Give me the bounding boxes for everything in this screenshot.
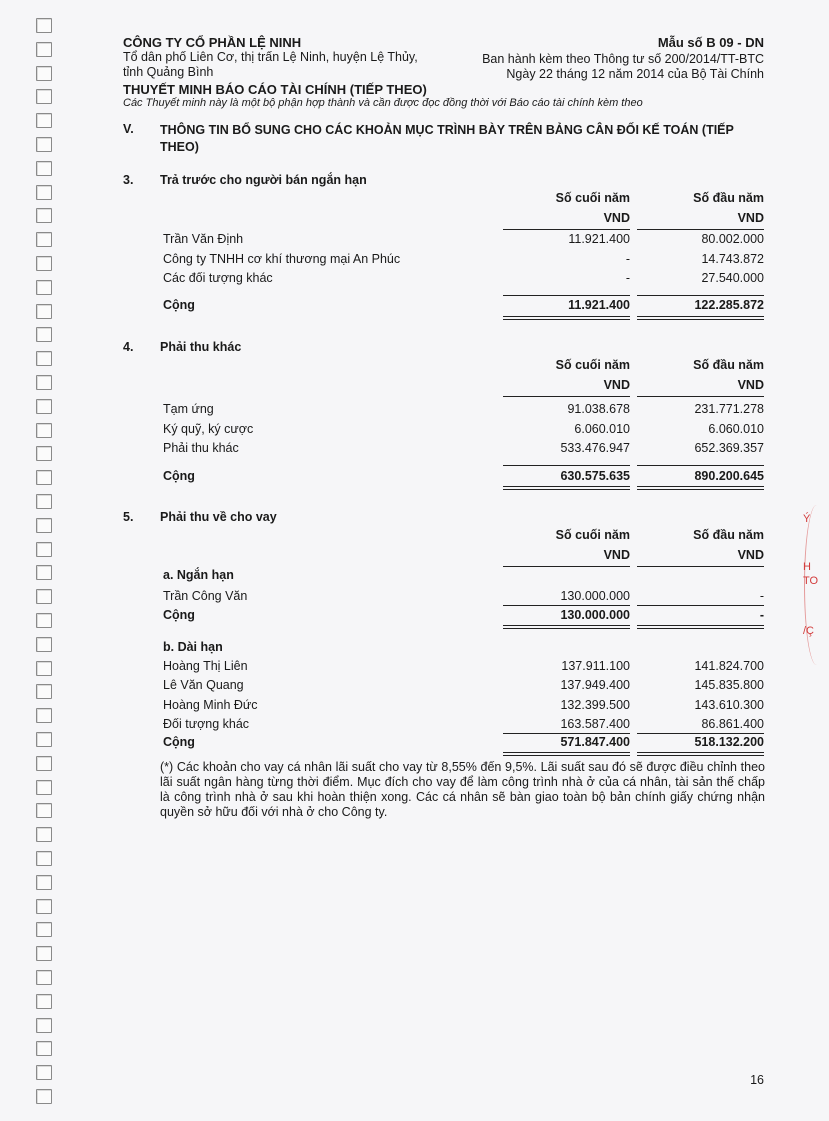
document-subtitle: Các Thuyết minh này là một bộ phận hợp thành và cần được đọc đồng thời với Báo cáo tài chính kèm theo [123,97,643,109]
stamp-text: H [803,561,811,573]
s4-rule-begin [637,396,764,397]
s5b-total-rule-begin [637,733,764,734]
s5a-total-begin: - [759,608,764,622]
s5b-row-label: Hoàng Thị Liên [163,659,248,673]
s3-row-label: Các đối tượng khác [163,271,273,285]
s5-unit-begin: VND [737,548,764,562]
s5b-row-label: Đối tượng khác [163,717,250,731]
s5b-row-end: 132.399.500 [560,698,630,712]
s3-row-end: 11.921.400 [568,232,630,246]
s5a-row-begin: - [759,589,764,603]
s3-double-rule-end [503,316,630,320]
s5b-title: b. Dài hạn [163,640,223,654]
form-issued-date: Ngày 22 tháng 12 năm 2014 của Bộ Tài Chính [506,67,764,81]
s4-row-label: Phải thu khác [163,441,239,455]
s3-row-end: - [625,252,630,266]
s3-total-label: Cộng [163,298,195,312]
page-number: 16 [750,1073,764,1087]
s5-col-end: Số cuối năm [555,528,630,542]
s4-total-rule-end [503,465,630,466]
s5b-row-label: Lê Văn Quang [163,678,244,692]
s3-col-end: Số cuối năm [555,191,630,205]
s4-double-rule-end [503,486,630,490]
form-issued-note: Ban hành kèm theo Thông tư số 200/2014/TT-BTC [482,52,764,66]
s3-total-rule-begin [637,295,764,296]
s5-unit-end: VND [603,548,630,562]
s4-title: Phải thu khác [160,340,242,354]
s3-rule-begin [637,229,764,230]
s3-row-begin: 27.540.000 [701,271,764,285]
s3-unit-begin: VND [737,211,764,225]
s4-row-label: Tạm ứng [163,402,214,416]
s4-number: 4. [123,340,134,354]
section-number: V. [123,122,134,136]
s3-total-begin: 122.285.872 [694,298,764,312]
s4-row-end: 6.060.010 [574,422,630,436]
stamp-text: TO [803,575,819,587]
s5b-row-end: 137.949.400 [560,678,630,692]
s5a-total-rule-begin [637,605,764,606]
seal-stamp-fragment [800,505,819,665]
s4-col-end: Số cuối năm [555,358,630,372]
s4-unit-begin: VND [737,378,764,392]
s5b-total-end: 571.847.400 [560,735,630,749]
s3-unit-end: VND [603,211,630,225]
s4-total-rule-begin [637,465,764,466]
stamp-text: Ý [803,513,811,525]
s5b-total-begin: 518.132.200 [694,735,764,749]
s5-rule-begin [637,566,764,567]
s4-col-begin: Số đầu năm [693,358,764,372]
s5a-title: a. Ngắn hạn [163,568,234,582]
s5b-total-rule-end [503,733,630,734]
form-number: Mẫu số B 09 - DN [657,35,764,50]
stamp-text: /Ç [803,625,814,637]
s5a-total-label: Cộng [163,608,195,622]
s5b-row-end: 137.911.100 [561,659,630,673]
s3-row-label: Trần Văn Định [163,232,244,246]
s5b-row-begin: 145.835.800 [694,678,764,692]
s5b-row-end: 163.587.400 [560,717,630,731]
s5b-double-rule-begin [637,752,764,756]
s3-row-end: - [625,271,630,285]
s4-row-end: 533.476.947 [560,441,630,455]
s5a-total-end: 130.000.000 [560,608,630,622]
s3-row-label: Công ty TNHH cơ khí thương mại An Phúc [163,252,401,266]
s3-title: Trả trước cho người bán ngắn hạn [160,173,367,187]
s5b-row-begin: 143.610.300 [694,698,764,712]
s4-rule-end [503,396,630,397]
s5a-total-rule-end [503,605,630,606]
s5b-total-label: Cộng [163,735,195,749]
s5-number: 5. [123,510,134,524]
s5-title: Phải thu về cho vay [160,510,277,524]
s5b-double-rule-end [503,752,630,756]
s3-total-end: 11.921.400 [568,298,630,312]
s4-row-label: Ký quỹ, ký cược [163,422,254,436]
s3-col-begin: Số đầu năm [693,191,764,205]
section-title: THÔNG TIN BỔ SUNG CHO CÁC KHOẢN MỤC TRÌNH BÀY TRÊN BẢNG CÂN ĐỐI KẾ TOÁN (TIẾP THEO) [160,123,734,154]
s3-number: 3. [123,173,134,187]
s4-unit-end: VND [603,378,630,392]
s5b-row-begin: 141.824.700 [694,659,764,673]
company-address: Tổ dân phố Liên Cơ, thị trấn Lệ Ninh, huyện Lệ Thủy, tỉnh Quảng Bình [123,50,418,79]
s3-total-rule-end [503,295,630,296]
document-title: THUYẾT MINH BÁO CÁO TÀI CHÍNH (TIẾP THEO) [123,82,427,97]
s3-row-begin: 14.743.872 [701,252,764,266]
s4-row-begin: 6.060.010 [708,422,764,436]
s4-total-end: 630.575.635 [560,469,630,483]
s4-row-end: 91.038.678 [567,402,630,416]
loan-footnote: (*) Các khoản cho vay cá nhân lãi suất cho vay từ 8,55% đến 9,5%. Lãi suất sau đó sẽ được điều chỉnh theo lãi suất ngân hàng từng thời điểm. Mục đích cho vay để làm công trình nhà ở của cá nhân, tài sản thế chấp là công trình nhà ở sau khi hoàn thiện xong. Các cá nhân sẽ bàn giao toàn bộ bản chính giấy chứng nhận quyền sở hữu đối với nhà ở cho Công ty. [160,760,765,819]
s4-total-begin: 890.200.645 [694,469,764,483]
s5b-row-label: Hoàng Minh Đức [163,698,258,712]
company-name: CÔNG TY CỔ PHẦN LỆ NINH [123,35,302,50]
s3-row-begin: 80.002.000 [701,232,764,246]
s3-double-rule-begin [637,316,764,320]
s3-rule-end [503,229,630,230]
s5a-row-label: Trần Công Văn [163,589,248,603]
s4-double-rule-begin [637,486,764,490]
s4-total-label: Cộng [163,469,195,483]
s5a-row-end: 130.000.000 [560,589,630,603]
s4-row-begin: 231.771.278 [694,402,764,416]
s5b-row-begin: 86.861.400 [701,717,764,731]
s4-row-begin: 652.369.357 [694,441,764,455]
s5-rule-end [503,566,630,567]
s5-col-begin: Số đầu năm [693,528,764,542]
s5a-double-rule-end [503,625,630,629]
s5a-double-rule-begin [637,625,764,629]
